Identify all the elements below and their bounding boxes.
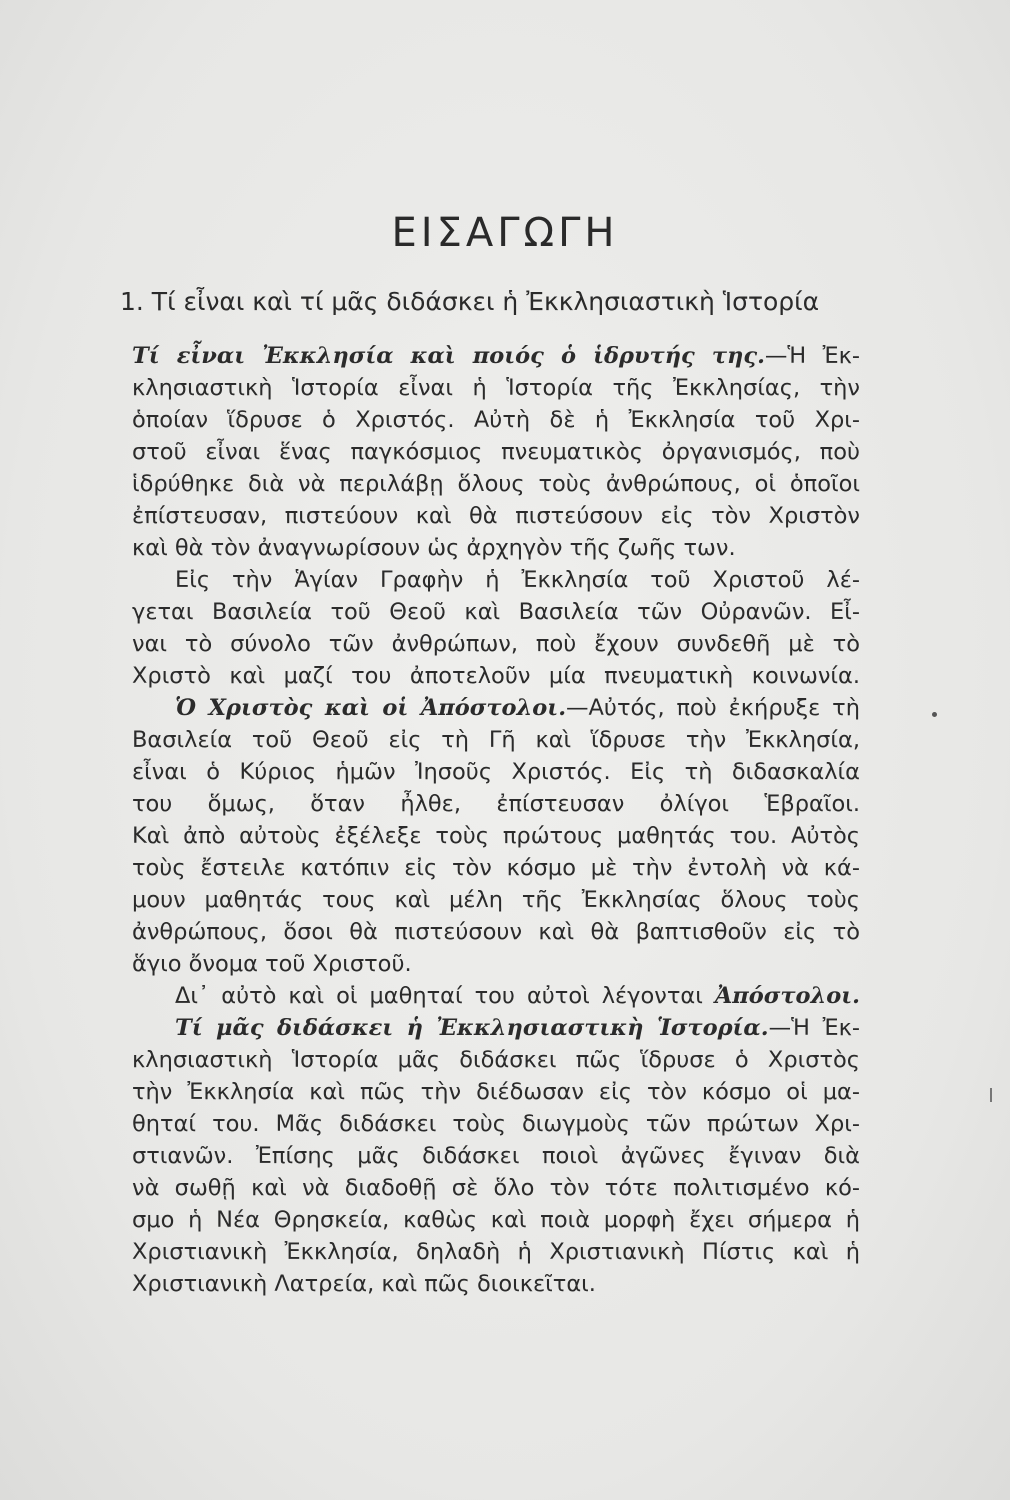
line-text: —Ἡ Ἐκ- [768, 1015, 860, 1041]
text-line: του ὅμως, ὅταν ἦλθε, ἐπίστευσαν ὀλίγοι Ἑβραῖοι. [132, 791, 860, 817]
text-line: τὴν Ἐκκλησία καὶ πῶς τὴν διέδωσαν εἰς τὸν κόσμο οἱ μα- [132, 1079, 860, 1105]
text-line [175, 692, 860, 724]
text-line: κλησιαστικὴ Ἱστορία μᾶς διδάσκει πῶς ἵδρυσε ὁ Χριστὸς [132, 1047, 860, 1073]
text-line: στιανῶν. Ἐπίσης μᾶς διδάσκει ποιοὶ ἀγῶνες ἔγιναν διὰ [132, 1143, 860, 1169]
text-line: ἅγιο ὄνομα τοῦ Χριστοῦ. [132, 951, 412, 977]
text-line: καὶ θὰ τὸν ἀναγνωρίσουν ὡς ἀρχηγὸν τῆς ζωῆς των. [132, 535, 736, 561]
text-line [175, 1012, 860, 1044]
text-line: Καὶ ἀπὸ αὐτοὺς ἐξέλεξε τοὺς πρώτους μαθητάς του. Αὐτὸς [132, 823, 860, 849]
text-line: κλησιαστικὴ Ἱστορία εἶναι ἡ Ἱστορία τῆς Ἐκκλησίας, τὴν [132, 375, 860, 401]
text-line: στοῦ εἶναι ἕνας παγκόσμιος πνευματικὸς ὀργανισμός, ποὺ [132, 439, 860, 465]
inline-emphasis: Ἀπόστολοι. [714, 983, 860, 1009]
text-line: Χριστιανικὴ Ἐκκλησία, δηλαδὴ ἡ Χριστιανικὴ Πίστις καὶ ἡ [132, 1239, 860, 1265]
text-line: Βασιλεία τοῦ Θεοῦ εἰς τὴ Γῆ καὶ ἵδρυσε τὴν Ἐκκλησία, [132, 727, 860, 753]
chapter-heading: ΕΙΣΑΓΩΓΗ [391, 210, 619, 256]
text-line: γεται Βασιλεία τοῦ Θεοῦ καὶ Βασιλεία τῶν Οὐρανῶν. Εἶ- [132, 599, 860, 625]
line-text: —Ἡ Ἐκ- [764, 343, 860, 369]
text-line: ἀνθρώπους, ὅσοι θὰ πιστεύσουν καὶ θὰ βαπτισθοῦν εἰς τὸ [132, 919, 860, 945]
text-line: νὰ σωθῇ καὶ νὰ διαδοθῇ σὲ ὅλο τὸν τότε πολιτισμένο κό- [132, 1175, 860, 1201]
text-line: ὁποίαν ἵδρυσε ὁ Χριστός. Αὐτὴ δὲ ἡ Ἐκκλησία τοῦ Χρι- [132, 407, 860, 433]
section-title: 1. Τί εἶναι καὶ τί μᾶς διδάσκει ἡ Ἐκκλησιαστικὴ Ἱστορία [120, 287, 820, 316]
text-line: Εἰς τὴν Ἁγίαν Γραφὴν ἡ Ἐκκλησία τοῦ Χριστοῦ λέ- [175, 567, 860, 593]
text-line: ἐπίστευσαν, πιστεύουν καὶ θὰ πιστεύσουν εἰς τὸν Χριστὸν [132, 503, 860, 529]
text-line: σμο ἡ Νέα Θρησκεία, καθὼς καὶ ποιὰ μορφὴ ἔχει σήμερα ἡ [132, 1207, 860, 1233]
text-line: Χριστὸ καὶ μαζί του ἀποτελοῦν μία πνευματικὴ κοινωνία. [132, 663, 860, 689]
inline-subheading: Ὁ Χριστὸς καὶ οἱ Ἀπόστολοι. [175, 695, 567, 721]
text-line: ναι τὸ σύνολο τῶν ἀνθρώπων, ποὺ ἔχουν συνδεθῆ μὲ τὸ [132, 631, 860, 657]
text-line [175, 980, 860, 1012]
text-line: ἱδρύθηκε διὰ νὰ περιλάβῃ ὅλους τοὺς ἀνθρώπους, οἱ ὁποῖοι [132, 471, 860, 497]
text-line: θηταί του. Μᾶς διδάσκει τοὺς διωγμοὺς τῶν πρώτων Χρι- [132, 1111, 860, 1137]
text-line: Χριστιανικὴ Λατρεία, καὶ πῶς διοικεῖται. [132, 1271, 596, 1297]
line-text: —Αὐτός, ποὺ ἐκήρυξε τὴ [566, 695, 860, 721]
ink-dot-mark [932, 712, 937, 717]
text-line: τοὺς ἔστειλε κατόπιν εἰς τὸν κόσμο μὲ τὴν ἐντολὴ νὰ κά- [132, 855, 860, 881]
inline-subheading: Τί μᾶς διδάσκει ἡ Ἐκκλησιαστικὴ Ἱστορία. [175, 1015, 769, 1041]
inline-subheading: Τί εἶναι Ἐκκλησία καὶ ποιός ὁ ἱδρυτής της. [132, 343, 765, 369]
line-text: Δι᾿ αὐτὸ καὶ οἱ μαθηταί του αὐτοὶ λέγονται [175, 983, 715, 1009]
page-edge-mark [990, 1088, 992, 1102]
text-line: εἶναι ὁ Κύριος ἡμῶν Ἰησοῦς Χριστός. Εἰς τὴ διδασκαλία [132, 759, 860, 785]
text-line [132, 340, 860, 372]
text-line: μουν μαθητάς τους καὶ μέλη τῆς Ἐκκλησίας ὅλους τοὺς [132, 887, 860, 913]
